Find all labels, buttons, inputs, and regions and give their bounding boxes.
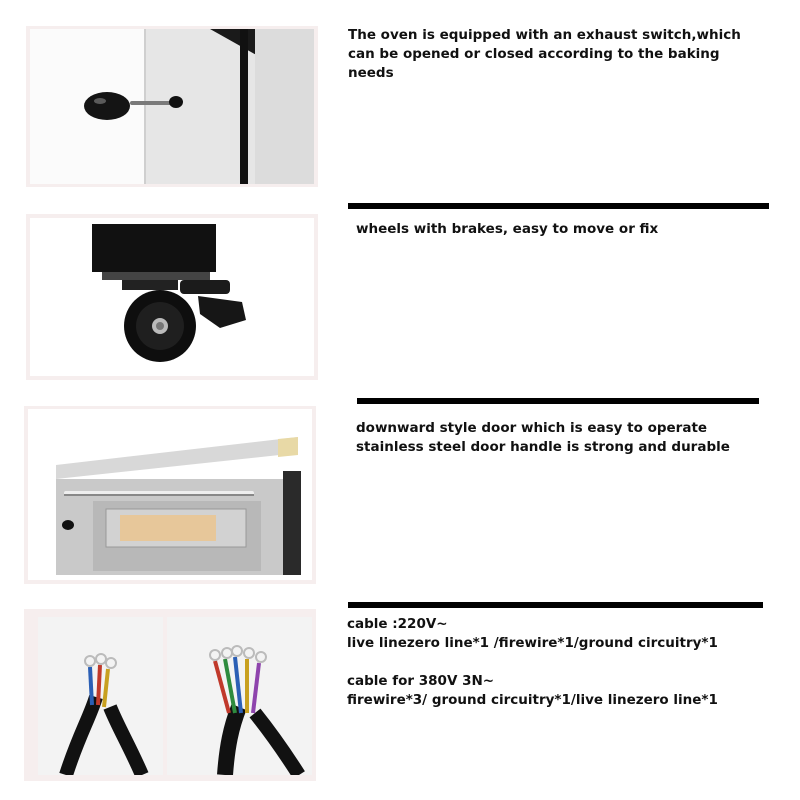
cable-description [347,615,787,710]
caster-wheel-photo-frame [26,214,318,380]
wheels-description [356,220,766,239]
exhaust-switch-photo [30,29,314,184]
cable-220v-spec: live linezero line*1 /firewire*1/ground circuitry*1 [347,635,718,651]
cable-380v-photo [167,617,312,775]
cable-220v-title: cable :220V~ [347,616,448,632]
caster-wheel-photo [30,218,314,376]
exhaust-line-3: needs [348,65,394,81]
exhaust-switch-photo-frame [26,26,318,187]
oven-door-photo-frame [24,406,316,584]
cable-380v-spec: firewire*3/ ground circuitry*1/live linezero line*1 [347,692,718,708]
divider-3 [348,602,763,608]
exhaust-line-2: can be opened or closed according to the baking [348,46,720,62]
divider-2 [357,398,759,404]
door-line-2: stainless steel door handle is strong and durable [356,439,730,455]
door-line-1: downward style door which is easy to operate [356,420,708,436]
wheels-line-1: wheels with brakes, easy to move or fix [356,221,659,237]
exhaust-description [348,26,768,83]
cable-220v-photo [38,617,163,775]
cable-380v-title: cable for 380V 3N~ [347,673,495,689]
divider-1 [348,203,769,209]
oven-door-photo [28,409,312,580]
door-description [356,419,776,457]
exhaust-line-1: The oven is equipped with an exhaust switch,which [348,27,741,43]
cable-photos-frame [24,609,316,781]
